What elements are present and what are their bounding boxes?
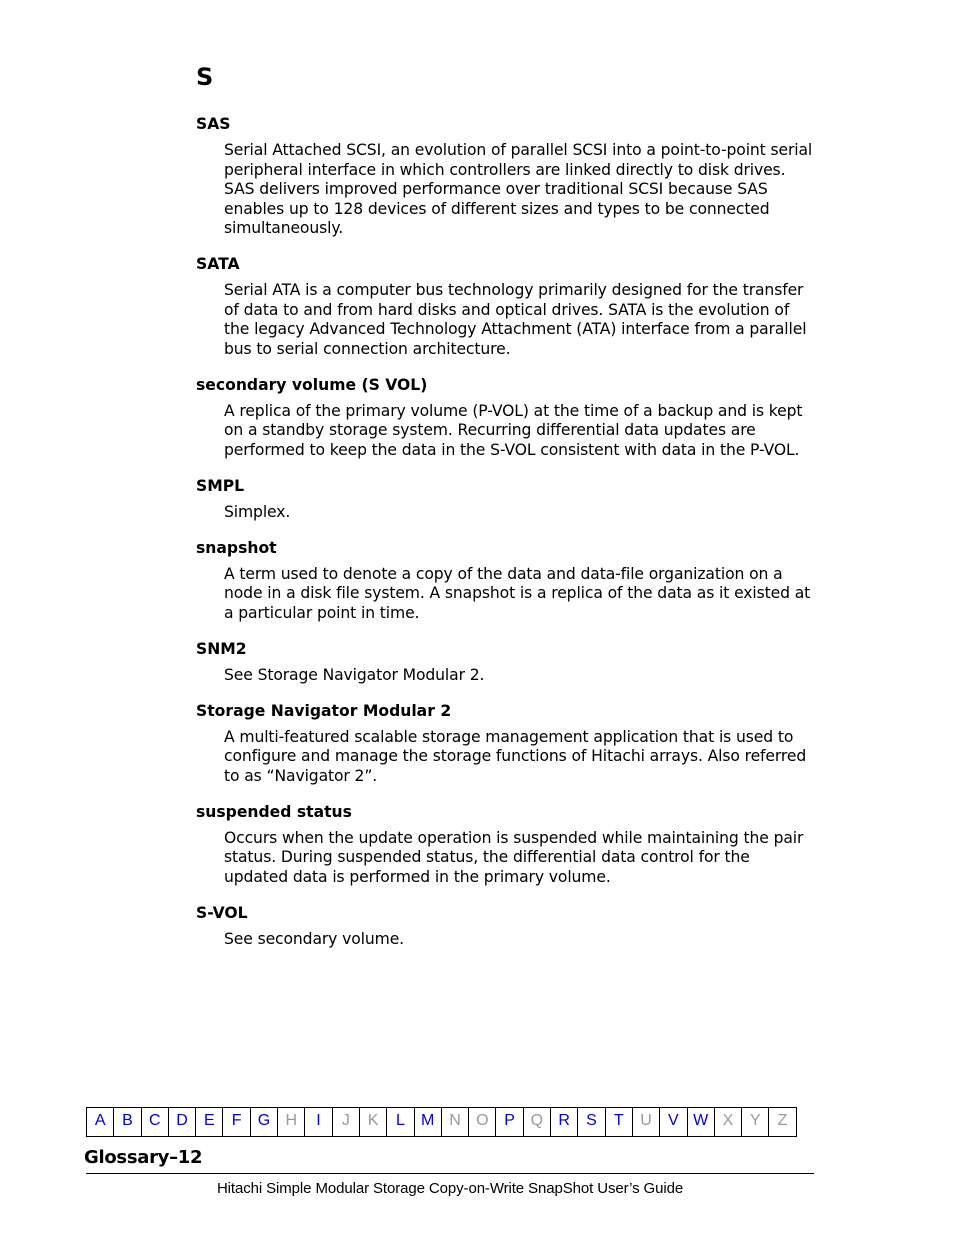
alphabet-link-n: N (442, 1108, 469, 1136)
alphabet-link-l[interactable]: L (387, 1108, 414, 1136)
glossary-term: secondary volume (S VOL) (196, 375, 428, 394)
glossary-entry (196, 801, 816, 888)
alphabet-link-a[interactable]: A (87, 1108, 114, 1136)
footer-divider (86, 1173, 814, 1174)
alphabet-link-e[interactable]: E (196, 1108, 223, 1136)
glossary-entries (196, 113, 816, 964)
glossary-definition: A multi-featured scalable storage management application that is used to configure and manage the storage functions of Hitachi arrays. Also referred to as “Navigator 2”. (224, 727, 807, 785)
glossary-definition: A term used to denote a copy of the data and data-file organization on a node in a disk file system. A snapshot is a replica of the data as it existed at a particular point in time. (224, 564, 811, 622)
alphabet-link-d[interactable]: D (169, 1108, 196, 1136)
glossary-term: SATA (196, 255, 240, 273)
alphabet-link-q: Q (524, 1108, 551, 1136)
glossary-term: S-VOL (196, 903, 248, 922)
glossary-entry (196, 537, 816, 624)
section-letter-heading: S (196, 63, 214, 91)
glossary-definition: See Storage Navigator Modular 2. (224, 665, 485, 684)
alphabet-link-f[interactable]: F (223, 1108, 250, 1136)
alphabet-link-b[interactable]: B (114, 1108, 141, 1136)
alphabet-link-k: K (360, 1108, 387, 1136)
glossary-entry (196, 374, 816, 461)
page-number-label: Glossary–12 (84, 1147, 203, 1168)
alphabet-link-w[interactable]: W (688, 1108, 715, 1136)
alphabet-link-s[interactable]: S (578, 1108, 605, 1136)
glossary-term: suspended status (196, 802, 352, 821)
alphabet-index-nav (86, 1107, 797, 1137)
glossary-entry (196, 902, 816, 950)
glossary-entry (196, 638, 816, 686)
alphabet-link-g[interactable]: G (251, 1108, 278, 1136)
glossary-definition: Simplex. (224, 502, 291, 521)
glossary-term: SMPL (196, 476, 245, 495)
alphabet-link-o: O (469, 1108, 496, 1136)
alphabet-link-z: Z (769, 1108, 796, 1136)
glossary-term: SAS (196, 115, 231, 133)
document-title-footer: Hitachi Simple Modular Storage Copy-on-Write SnapShot User’s Guide (216, 1180, 684, 1197)
glossary-definition: Serial ATA is a computer bus technology primarily designed for the transfer of data to and from hard disks and optical drives. SATA is the evolution of the legacy Advanced Technology Attachment (ATA) interface from a parallel bus to serial connection architecture. (224, 281, 807, 358)
glossary-definition: See secondary volume. (224, 929, 405, 948)
glossary-definition: Occurs when the update operation is suspended while maintaining the pair status. During suspended status, the differential data control for the updated data is performed in the primary volume. (224, 828, 804, 886)
glossary-definition: Serial Attached SCSI, an evolution of parallel SCSI into a point-to-point serial peripheral interface in which controllers are linked directly to disk drives. SAS delivers improved performance over traditional SCSI because SAS enables up to 128 devices of different sizes and types to be connected simultaneously. (224, 141, 813, 237)
glossary-entry (196, 475, 816, 523)
glossary-term: snapshot (196, 538, 277, 557)
alphabet-link-i[interactable]: I (305, 1108, 332, 1136)
alphabet-link-x: X (715, 1108, 742, 1136)
alphabet-link-c[interactable]: C (142, 1108, 169, 1136)
alphabet-link-r[interactable]: R (551, 1108, 578, 1136)
glossary-definition: A replica of the primary volume (P-VOL) at the time of a backup and is kept on a standby storage system. Recurring differential data updates are performed to keep the data in the S-VOL consistent with data in the P-VOL. (224, 401, 803, 459)
glossary-entry (196, 113, 816, 239)
glossary-entry (196, 700, 816, 787)
glossary-term: Storage Navigator Modular 2 (196, 701, 452, 720)
alphabet-link-v[interactable]: V (660, 1108, 687, 1136)
alphabet-link-t[interactable]: T (606, 1108, 633, 1136)
alphabet-link-h: H (278, 1108, 305, 1136)
glossary-entry (196, 253, 816, 359)
alphabet-link-p[interactable]: P (496, 1108, 523, 1136)
alphabet-link-u: U (633, 1108, 660, 1136)
alphabet-link-m[interactable]: M (415, 1108, 442, 1136)
glossary-term: SNM2 (196, 639, 247, 658)
alphabet-link-j: J (333, 1108, 360, 1136)
alphabet-link-y: Y (742, 1108, 769, 1136)
